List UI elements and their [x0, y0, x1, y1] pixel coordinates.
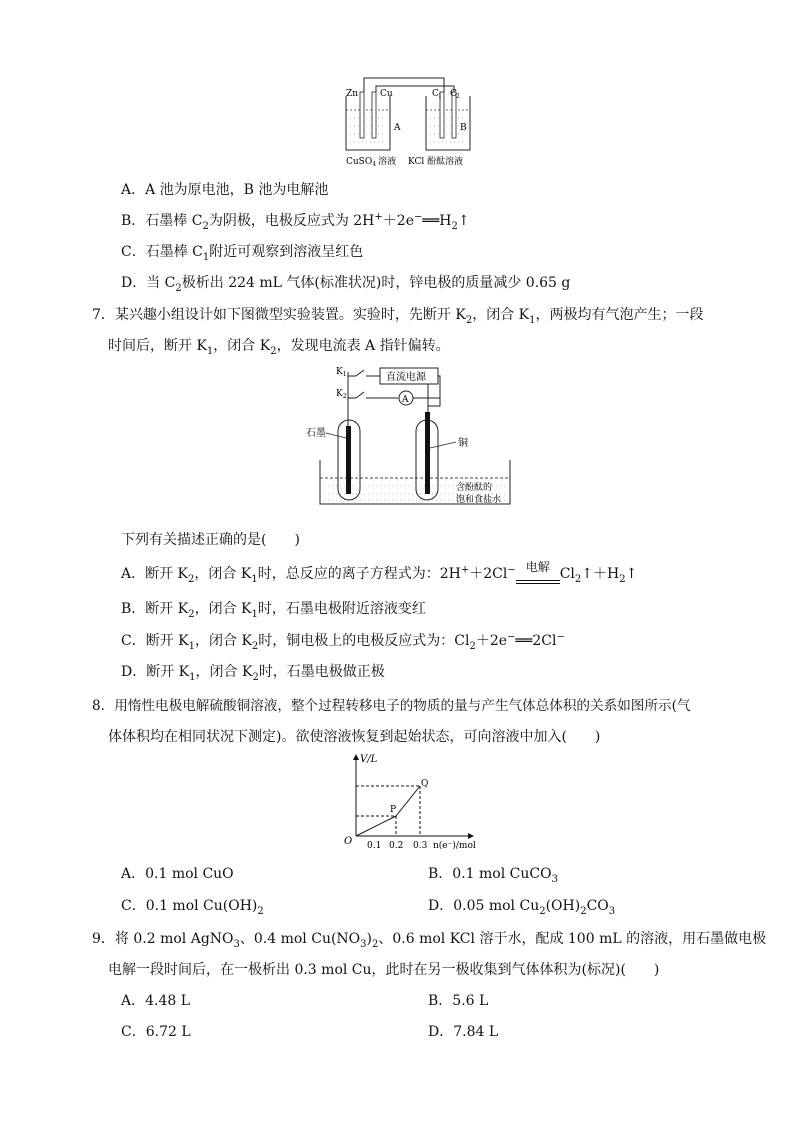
q9-stem-line-1: 9．将 0.2 mol AgNO$_3$、0.4 mol $Cu(NO_3)_2$、0.6 mol KCl 溶于水，配成 100 mL 的溶液，用石墨做电极 [92, 931, 767, 950]
q9-option-b: B．5.6 L [428, 993, 489, 1009]
q9-option-c: C．6.72 L [121, 1024, 191, 1040]
q8-graph [340, 752, 490, 850]
graphite-label: 石墨 [306, 428, 326, 439]
point-q-label: Q [421, 779, 429, 789]
caption-cuso4: CuSO$_4$ 溶液 [346, 157, 397, 168]
q9-option-a: A．4.48 L [121, 993, 191, 1009]
q7-option-b: B．断开 $K_2$，闭合 $K_1$时，石墨电极附近溶液变红 [121, 601, 426, 620]
q7-stem-line-2: 时间后，断开 $K_1$，闭合 $K_2$，发现电流表 A 指针偏转。 [108, 338, 450, 357]
apparatus-diagram-1 [340, 74, 480, 170]
q8-option-d: D．0.05 mol $Cu_2(OH)_2CO_3$ [428, 898, 616, 917]
power-label: 直流电源 [386, 372, 426, 383]
q9-option-d: D．7.84 L [428, 1024, 499, 1040]
x-tick-0.3: 0.3 [413, 841, 428, 850]
q8-option-a: A．0.1 mol CuO [121, 866, 234, 882]
apparatus-figure-2 [300, 362, 530, 510]
y-axis-label: V/L [360, 754, 378, 765]
q6-option-c: C．石墨棒 $C_1$附近可观察到溶液呈红色 [121, 244, 364, 263]
q8-graph-svg [340, 752, 490, 850]
q7-option-a: A．断开 $K_2$，闭合 $K_1$时，总反应的离子方程式为：2H+＋2Cl− 电解 $Cl_2↑+H_2↑$ [121, 564, 637, 584]
q9-stem-line-2: 电解一段时间后，在一极析出 0.3 mol Cu，此时在另一极收集到气体体积为(标况)( ) [108, 962, 660, 978]
q7-prompt: 下列有关描述正确的是( ) [121, 532, 300, 548]
label-c2-sub: 2 [456, 93, 460, 100]
electrolysis-condition: 电解 [525, 560, 550, 574]
x-axis-label: n(e⁻)/mol [433, 841, 476, 850]
copper-label: 铜 [458, 438, 468, 449]
caption-kcl: KCl 酚酞溶液 [408, 157, 464, 167]
point-p-label: P [390, 805, 397, 815]
graphite-electrode [346, 426, 351, 494]
label-cu: Cu [380, 89, 393, 99]
label-c1-sub: 1 [438, 93, 442, 100]
q6-option-a: A．A 池为原电池，B 池为电解池 [121, 182, 329, 198]
label-zn: Zn [346, 89, 359, 99]
q7-option-d: D．断开 $K_1$，闭合 $K_2$时，石墨电极做正极 [121, 664, 385, 683]
apparatus-figure-1 [340, 74, 480, 170]
copper-electrode [425, 412, 430, 494]
q7-option-c: C．断开 $K_1$，闭合 $K_2$时，铜电极上的电极反应式为：$Cl_2+2e^-══2Cl^-$ [121, 631, 565, 652]
x-tick-0.2: 0.2 [389, 841, 404, 850]
solution-label-line2: 饱和食盐水 [456, 495, 502, 505]
k2-label: $K_2$ [336, 389, 347, 400]
q8-option-c: C．0.1 mol $Cu(OH)_2$ [121, 898, 264, 917]
q8-option-b: B．0.1 mol CuCO$_3$ [428, 866, 558, 885]
q6-option-d: D．当 $C_2$极析出 224 mL 气体(标准状况)时，锌电极的质量减少 0.65 g [121, 275, 571, 294]
q7-stem-line-1: 7．某兴趣小组设计如下图微型实验装置。实验时，先断开 $K_2$，闭合 $K_1$，两极均有气泡产生；一段 [92, 307, 704, 326]
x-tick-0.1: 0.1 [367, 841, 382, 850]
q6-option-b: B．石墨棒 $C_2$为阴极，电极反应式为 $2H^++2e^-══H_2↑$ [121, 211, 470, 232]
label-c1: C [432, 89, 439, 99]
q8-stem-line-2: 体体积均在相同状况下测定)。欲使溶液恢复到起始状态，可向溶液中加入( ) [108, 729, 601, 745]
label-a: A [394, 123, 401, 133]
label-b: B [460, 123, 467, 133]
q8-stem-line-1: 8．用惰性电极电解硫酸铜溶液，整个过程转移电子的物质的量与产生气体总体积的关系如图所示(气 [92, 698, 691, 714]
origin-label: O [344, 836, 353, 847]
ammeter-label: A [402, 395, 409, 405]
apparatus-diagram-2 [300, 362, 530, 510]
k1-label: $K_1$ [336, 367, 347, 378]
solution-label-line1: 含酚酞的 [456, 483, 493, 493]
label-c2: C [450, 89, 457, 99]
